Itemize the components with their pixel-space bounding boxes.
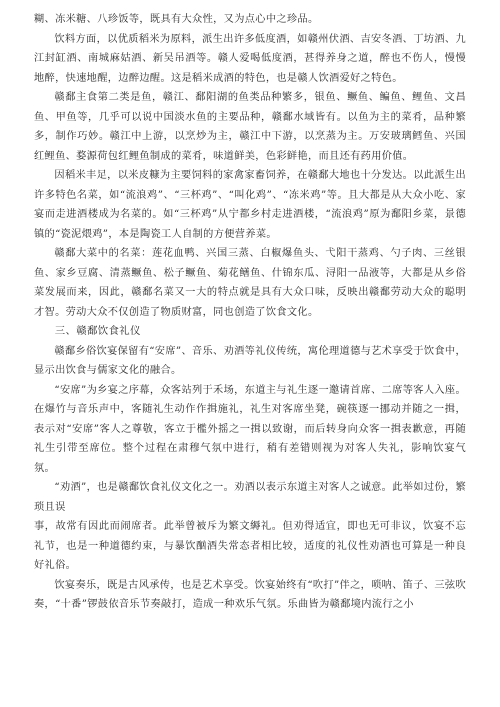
paragraph-drinks: 饮料方面，以优质稻米为原料，派生出许多低度酒，如赣州伏酒、吉安冬酒、丁坊酒、九江封缸酒、南城麻姑酒、新吴吊酒等。赣人爱喝低度酒，甚得养身之道，醉也不伤人，慢慢地醉，快速地醒，边醉边醒。这是稻米成酒的特色，也是赣人饮酒爱好之特色。	[34, 33, 466, 84]
paragraph-poultry: 因稻米丰足，以米皮糠为主要饲料的家禽家畜饲养，在赣鄱大地也十分发达。以此派生出许多特色名菜，如“流浪鸡”、“三杯鸡”、“叫化鸡”、“冻米鸡”等。且大都是从大众小吃、家宴而走进酒楼成为名菜的。如“三杯鸡”从宁都乡村走进酒楼，“流浪鸡”原为鄱阳乡菜，景德镇的“瓷泥煨鸡”，本是陶瓷工人自制的方便营养菜。	[34, 170, 466, 240]
paragraph-anxi: “安席”为乡宴之序幕，众客站列于禾场，东道主与礼生逐一邀请首席、二席等客人入座。在爆竹与音乐声中，客随礼生动作作揖施礼，礼生对客席坐凳，碗筷逐一挪动并随之一揖，表示对“安席”客人之尊敬，客立于檻外摇之一揖以致谢，而后转身向众客一揖表歉意，再随礼生引带至席位。整个过程在肃穆气氛中进行，稍有差错则视为对客人失礼，影响饮宴气氛。	[34, 384, 466, 474]
paragraph-etiquette-intro: 赣鄱乡俗饮宴保留有“安席”、音乐、劝酒等礼仪传统，寓伦理道德与艺术享受于饮食中，显示出饮食与儒家文化的融合。	[34, 345, 466, 376]
paragraph-snacks-continued: 糊、冻米糖、八珍饭等，既具有大众性，又为点心中之珍品。	[34, 14, 319, 25]
paragraph-famous-dishes: 赣鄱大菜中的名菜：莲花血鸭、兴国三蒸、白椒爆鱼头、弋阳干蒸鸡、勺子肉、三丝银鱼、家乡豆腐、清蒸鳜鱼、松子鳜鱼、菊花鳝鱼、什锦东瓜、浔阳一品液等，大都是从乡俗菜发展而来，因此，赣鄱名菜又一大的特点就是具有大众口味，反映出赣鄱劳动大众的聪明才智。劳动大众不仅创造了物质财富，同也创造了饮食文化。	[34, 248, 466, 318]
paragraph-music: 饮宴奏乐，既是古风承传，也是艺术享受。饮宴始终有“吹打”伴之，唢呐、笛子、三弦吹奏，“十番”锣鼓依音乐节奏敲打，造成一种欢乐气氛。乐曲皆为赣鄱境内流行之小	[34, 579, 466, 610]
paragraph-quanjiu-part1: “劝酒”，也是赣鄱饮食礼仪文化之一。劝酒以表示东道主对客人之诚意。此举如过份，繁琐且误	[34, 482, 466, 513]
paragraph-quanjiu-part2: 事，故常有因此而闹席者。此举曾被斥为繁文縟礼。但劝得适宜，即也无可非议，饮宴不忘礼节，也是一种道德约束，与暴饮酗酒失常态者相比较，适度的礼仪性劝酒也可算是一种良好礼俗。	[34, 521, 466, 571]
paragraph-fish: 赣鄱主食第二类是鱼，赣江、鄱阳湖的鱼类品种繁多，银鱼、鳜鱼、鳊鱼、鲤鱼、文昌鱼、甲鱼等，几乎可以说中国淡水鱼的主要品种，赣鄱水域皆有。以鱼为主的菜肴，品种繁多，制作巧妙。赣江中上游，以烹炒为主，赣江中下游，以烹蒸为主。万安玻璃鳕鱼、兴国红鲤鱼、婺源荷包红鲤鱼制成的菜肴，味道鲜美，色彩鲜艳，而且还有药用价值。	[34, 92, 466, 162]
section-heading-etiquette: 三、赣鄱饮食礼仪	[54, 325, 141, 337]
